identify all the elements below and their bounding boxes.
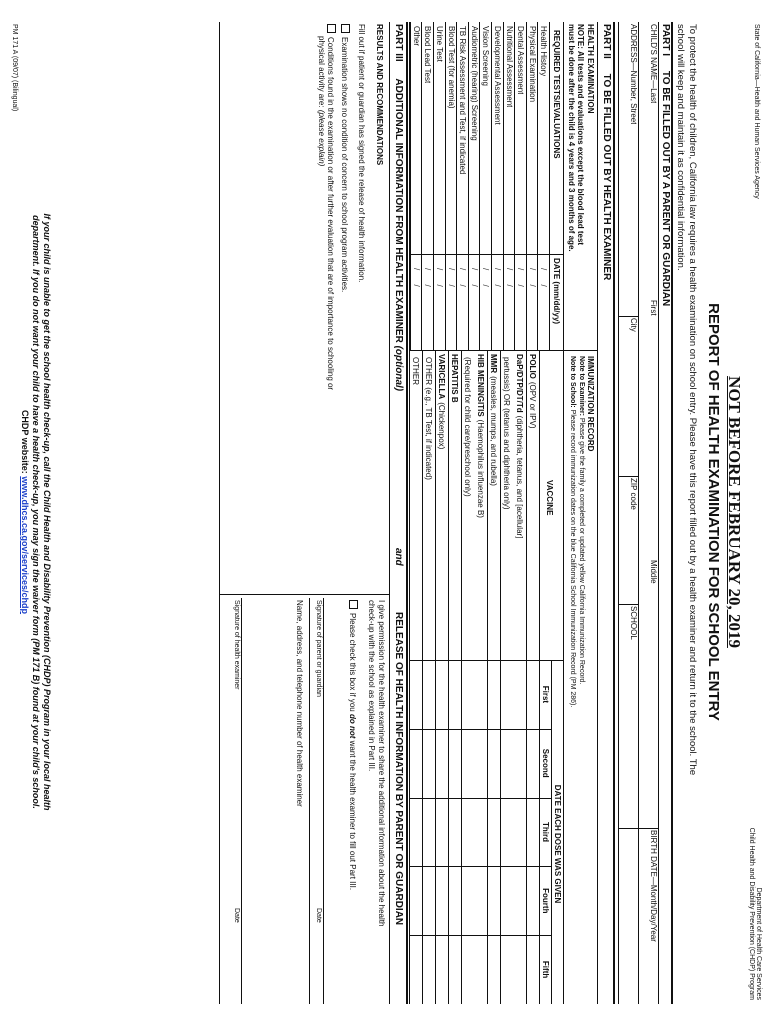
test-label: Blood Lead Test <box>423 26 433 84</box>
option-conditions-text: Conditions found in the examination or after further evaluation that are of importance to schooling or <box>326 37 335 391</box>
examiner-info-field[interactable] <box>246 600 292 1002</box>
do-not-share-text-c: want the health examiner to fill out Part III. <box>348 740 357 891</box>
dose-date-field[interactable] <box>476 800 487 865</box>
fill-note: Fill out if patient or guardian has signed the release of health information. <box>357 24 366 283</box>
chdp-website-link[interactable]: www.dhcs.ca.gov/services/chdp <box>20 476 30 615</box>
no-condition-checkbox[interactable] <box>341 24 350 33</box>
school-note-text: Please record immunization dates on the blue California School Immunization Record (PM 286). <box>569 409 576 708</box>
test-date-field[interactable]: / / <box>411 268 421 293</box>
dose-date-field[interactable] <box>463 937 474 1002</box>
dose-date-field[interactable] <box>437 800 448 865</box>
part1-label: PART I <box>660 24 671 57</box>
intro-line-1: To protect the health of children, California law requires a health examination on school entry. Please have this report filled out by a health examiner and return it to the school. The <box>687 24 698 776</box>
conditions-checkbox[interactable] <box>327 24 336 33</box>
option-no-condition <box>340 24 350 292</box>
part3-title: ADDITIONAL INFORMATION FROM HEALTH EXAMINER <box>393 78 404 343</box>
dose-date-field[interactable] <box>515 662 526 727</box>
dose-date-field[interactable] <box>476 937 487 1002</box>
test-label: Vision Screening <box>481 26 491 86</box>
dose-column-4: Fourth <box>541 888 550 914</box>
child-last-name-label: CHILD'S NAME—Last <box>649 24 658 104</box>
dose-date-field[interactable] <box>411 800 422 865</box>
dose-date-field[interactable] <box>437 937 448 1002</box>
examiner-note <box>578 356 585 684</box>
test-date-field[interactable]: / / <box>504 268 514 293</box>
vaccine-name: POLIO <box>528 354 538 379</box>
option-conditions-continued <box>317 36 326 166</box>
test-label: Blood Test (for anemia) <box>446 26 456 109</box>
zip-label: ZIP code <box>629 478 638 510</box>
dose-date-field[interactable] <box>528 731 539 796</box>
examiner-info-label: Name, address, and telephone number of health examiner <box>295 600 304 807</box>
parent-date-label: Date <box>315 908 322 923</box>
test-date-field[interactable]: / / <box>435 268 445 293</box>
test-date-field[interactable]: / / <box>423 268 433 293</box>
vaccine-row <box>438 354 447 656</box>
dose-date-field[interactable] <box>463 731 474 796</box>
permission-line-1: I give permission for the health examiner to share the additional information about the health <box>377 600 386 927</box>
examiner-signature-field[interactable] <box>222 600 232 900</box>
dose-date-field[interactable] <box>424 800 435 865</box>
school-note-label: Note to School: <box>569 356 576 408</box>
parent-date-field[interactable] <box>328 906 342 1002</box>
footer-line-1: If your child is unable to get the school health check-up, call the Child Health and Disability Prevention (CHDP) Program in your local health <box>42 213 52 811</box>
department-line-2: Child Health and Disability Prevention (CHDP) Program <box>748 827 755 1000</box>
vaccine-row <box>477 354 486 656</box>
dose-date-field[interactable] <box>450 937 461 1002</box>
first-name-label: First <box>649 300 658 316</box>
dose-date-field[interactable] <box>424 731 435 796</box>
form-id: PM 171 A (09/07) (Bilingual) <box>11 24 18 112</box>
test-label: Health History <box>539 26 549 77</box>
address-label: ADDRESS—Number, Street <box>629 24 638 125</box>
vaccine-description: OTHER (e.g., TB Test, if indicated) <box>424 357 434 480</box>
vaccine-row <box>412 354 421 656</box>
permission-line-2: check-up with the school as explained in Part III. <box>367 600 376 772</box>
birth-date-label: BIRTH DATE—Month/Day/Year <box>649 830 658 942</box>
department-line-1: Department of Health Care Services <box>755 887 762 1000</box>
dose-date-field[interactable] <box>450 868 461 933</box>
dose-date-field[interactable] <box>515 800 526 865</box>
dose-date-field[interactable] <box>450 800 461 865</box>
test-date-field[interactable]: / / <box>516 268 526 293</box>
dose-date-field[interactable] <box>489 937 500 1002</box>
dose-date-field[interactable] <box>476 731 487 796</box>
part3-heading <box>393 24 404 391</box>
vaccine-row <box>425 354 434 656</box>
page-title: REPORT OF HEALTH EXAMINATION FOR SCHOOL ENTRY <box>705 303 722 721</box>
dose-date-field[interactable] <box>489 868 500 933</box>
dose-date-field[interactable] <box>489 800 500 865</box>
vaccine-description: (Haemophilus influenzae B) <box>476 419 486 518</box>
vaccine-row <box>490 354 499 656</box>
vaccine-name: MMR <box>489 354 499 374</box>
option-no-condition-text: Examination shows no condition of concern to school program activities. <box>340 37 349 293</box>
test-date-field[interactable]: / / <box>493 268 503 293</box>
part3-and: and <box>393 548 404 566</box>
option-conditions <box>326 24 336 390</box>
vaccine-description: (Required for child care/preschool only) <box>463 357 473 497</box>
test-date-field[interactable]: / / <box>458 268 468 293</box>
tests-column-header: REQUIRED TESTS/EVALUATIONS <box>552 30 561 159</box>
footer-line-2: department. If you do not want your child to have a health check-up, you may sign the waiver form (PM 171 B) found at your child's school. <box>31 215 41 809</box>
test-date-field[interactable]: / / <box>446 268 456 293</box>
vaccine-row <box>516 354 525 656</box>
dose-date-field[interactable] <box>450 731 461 796</box>
exam-note-2: must be done after the child is 4 years and 3 months of age. <box>567 24 576 252</box>
dose-date-field[interactable] <box>463 868 474 933</box>
test-date-field[interactable]: / / <box>527 268 537 293</box>
option-conditions-text-2: physical activity are: <box>317 36 326 108</box>
part1-heading <box>660 24 671 306</box>
dose-date-field[interactable] <box>515 868 526 933</box>
dose-date-field[interactable] <box>437 662 448 727</box>
city-label: City <box>629 318 638 332</box>
part3-label: PART III <box>393 24 404 62</box>
test-label: Developmental Assessment <box>493 26 503 125</box>
website-label: CHDP website: <box>20 409 30 474</box>
parent-signature-field[interactable] <box>328 600 342 900</box>
test-date-field[interactable]: / / <box>469 268 479 293</box>
dose-date-field[interactable] <box>476 662 487 727</box>
dose-date-field[interactable] <box>502 731 513 796</box>
address-field[interactable] <box>620 24 630 314</box>
test-label: TB Risk Assessment and Test, if indicated <box>458 26 468 175</box>
middle-name-label: Middle <box>649 560 658 584</box>
school-note <box>569 356 576 707</box>
vaccine-description: (Chickenpox) <box>437 402 447 450</box>
do-not-share-text-b: do not <box>348 713 357 739</box>
dose-column-3: Third <box>541 821 550 842</box>
date-column-header: DATE (mm/dd/yy) <box>552 258 561 325</box>
test-label: Physical Examination <box>527 26 537 103</box>
dose-date-field[interactable] <box>502 662 513 727</box>
test-label: Urine Test <box>435 26 445 62</box>
dose-date-field[interactable] <box>528 662 539 727</box>
do-not-share-checkbox[interactable] <box>349 600 358 609</box>
department-block <box>748 828 762 1000</box>
dose-column-5: Fifth <box>541 960 550 979</box>
part2-label: PART II <box>601 24 612 59</box>
please-explain: (please explain) <box>317 109 326 167</box>
dose-date-field[interactable] <box>424 868 435 933</box>
test-label: Nutritional Assessment <box>504 26 514 108</box>
school-field[interactable] <box>620 606 630 826</box>
do-not-share-option <box>348 600 358 890</box>
footer-website <box>20 0 30 1024</box>
dose-column-header: DATE EACH DOSE WAS GIVEN <box>553 784 562 904</box>
vaccine-row <box>529 354 538 656</box>
test-label: Other <box>411 26 421 47</box>
dose-date-field[interactable] <box>411 937 422 1002</box>
dose-date-field[interactable] <box>502 937 513 1002</box>
dose-date-field[interactable] <box>528 800 539 865</box>
vaccine-row <box>451 354 460 656</box>
vaccine-description: (measles, mumps, and rubella) <box>489 376 499 486</box>
vaccine-column-header: VACCINE <box>545 480 554 516</box>
vaccine-description: (diphtheria, tetanus, and [acellular] <box>515 415 525 539</box>
dose-date-field[interactable] <box>489 731 500 796</box>
part2-heading <box>601 24 612 280</box>
dose-date-field[interactable] <box>528 937 539 1002</box>
school-label: SCHOOL <box>629 606 638 640</box>
do-not-share-text-a: Please check this box if you <box>348 613 357 712</box>
dose-date-field[interactable] <box>424 662 435 727</box>
dose-date-field[interactable] <box>411 731 422 796</box>
vaccine-name: VARICELLA <box>437 354 447 400</box>
test-label: Dental Assessment <box>516 26 526 95</box>
dose-date-field[interactable] <box>476 868 487 933</box>
dose-date-field[interactable] <box>463 800 474 865</box>
dose-date-field[interactable] <box>437 731 448 796</box>
dose-date-field[interactable] <box>528 868 539 933</box>
dose-column-2: Second <box>541 748 550 778</box>
dose-date-field[interactable] <box>515 731 526 796</box>
test-date-field[interactable]: / / <box>481 268 491 293</box>
birth-date-field[interactable] <box>640 832 650 1002</box>
dose-date-field[interactable] <box>424 937 435 1002</box>
part1-title: TO BE FILLED OUT BY A PARENT OR GUARDIAN <box>660 70 671 307</box>
vaccine-description: OTHER <box>411 357 421 385</box>
part3-optional: (optional) <box>393 345 404 392</box>
dose-date-field[interactable] <box>450 662 461 727</box>
dose-date-field[interactable] <box>502 868 513 933</box>
vaccine-row <box>464 354 473 656</box>
release-title: RELEASE OF HEALTH INFORMATION BY PARENT OR GUARDIAN <box>393 612 404 926</box>
intro-line-2: school will keep and maintain it as confidential information. <box>675 24 686 271</box>
dose-date-field[interactable] <box>411 662 422 727</box>
test-label: Audiometric (hearing) Screening <box>469 26 479 141</box>
dose-date-field[interactable] <box>411 868 422 933</box>
results-title: RESULTS AND RECOMMENDATIONS <box>375 24 384 166</box>
immunization-title: IMMUNIZATION RECORD <box>586 356 595 452</box>
test-date-field[interactable]: / / <box>539 268 549 293</box>
agency-line: State of California—Health and Human Services Agency <box>753 24 760 199</box>
examiner-note-label: Note to Examiner: <box>578 356 585 416</box>
health-exam-title: HEALTH EXAMINATION <box>586 24 595 114</box>
exam-note-1: NOTE: All tests and evaluations except the blood lead test <box>576 24 585 246</box>
part2-title: TO BE FILLED OUT BY HEALTH EXAMINER <box>601 73 612 281</box>
conditions-explanation-area[interactable] <box>224 24 312 590</box>
not-before-banner: NOT BEFORE FEBRUARY 20, 2019 <box>725 376 744 648</box>
vaccine-name: DaP/DTP/DT/Td <box>515 354 525 413</box>
parent-signature-label: Signature of parent or guardian <box>315 600 322 697</box>
dose-date-field[interactable] <box>437 868 448 933</box>
examiner-date-label: Date <box>233 908 240 923</box>
dose-date-field[interactable] <box>489 662 500 727</box>
vaccine-name: HEPATITIS B <box>450 354 460 403</box>
examiner-note-text: Please give the family a completed or updated yellow California Immunization Record. <box>578 417 585 685</box>
vaccine-name: HIB MENINGITIS <box>476 354 486 417</box>
child-name-field[interactable] <box>640 24 650 824</box>
vaccine-description: (OPV or IPV) <box>528 381 538 429</box>
dose-column-1: First <box>541 685 550 704</box>
vaccine-row <box>503 354 512 656</box>
examiner-signature-label: Signature of health examiner <box>233 600 240 690</box>
dose-date-field[interactable] <box>515 937 526 1002</box>
dose-date-field[interactable] <box>463 662 474 727</box>
vaccine-description: pertussis) OR (tetanus and diphtheria only) <box>502 357 512 510</box>
dose-date-field[interactable] <box>502 800 513 865</box>
